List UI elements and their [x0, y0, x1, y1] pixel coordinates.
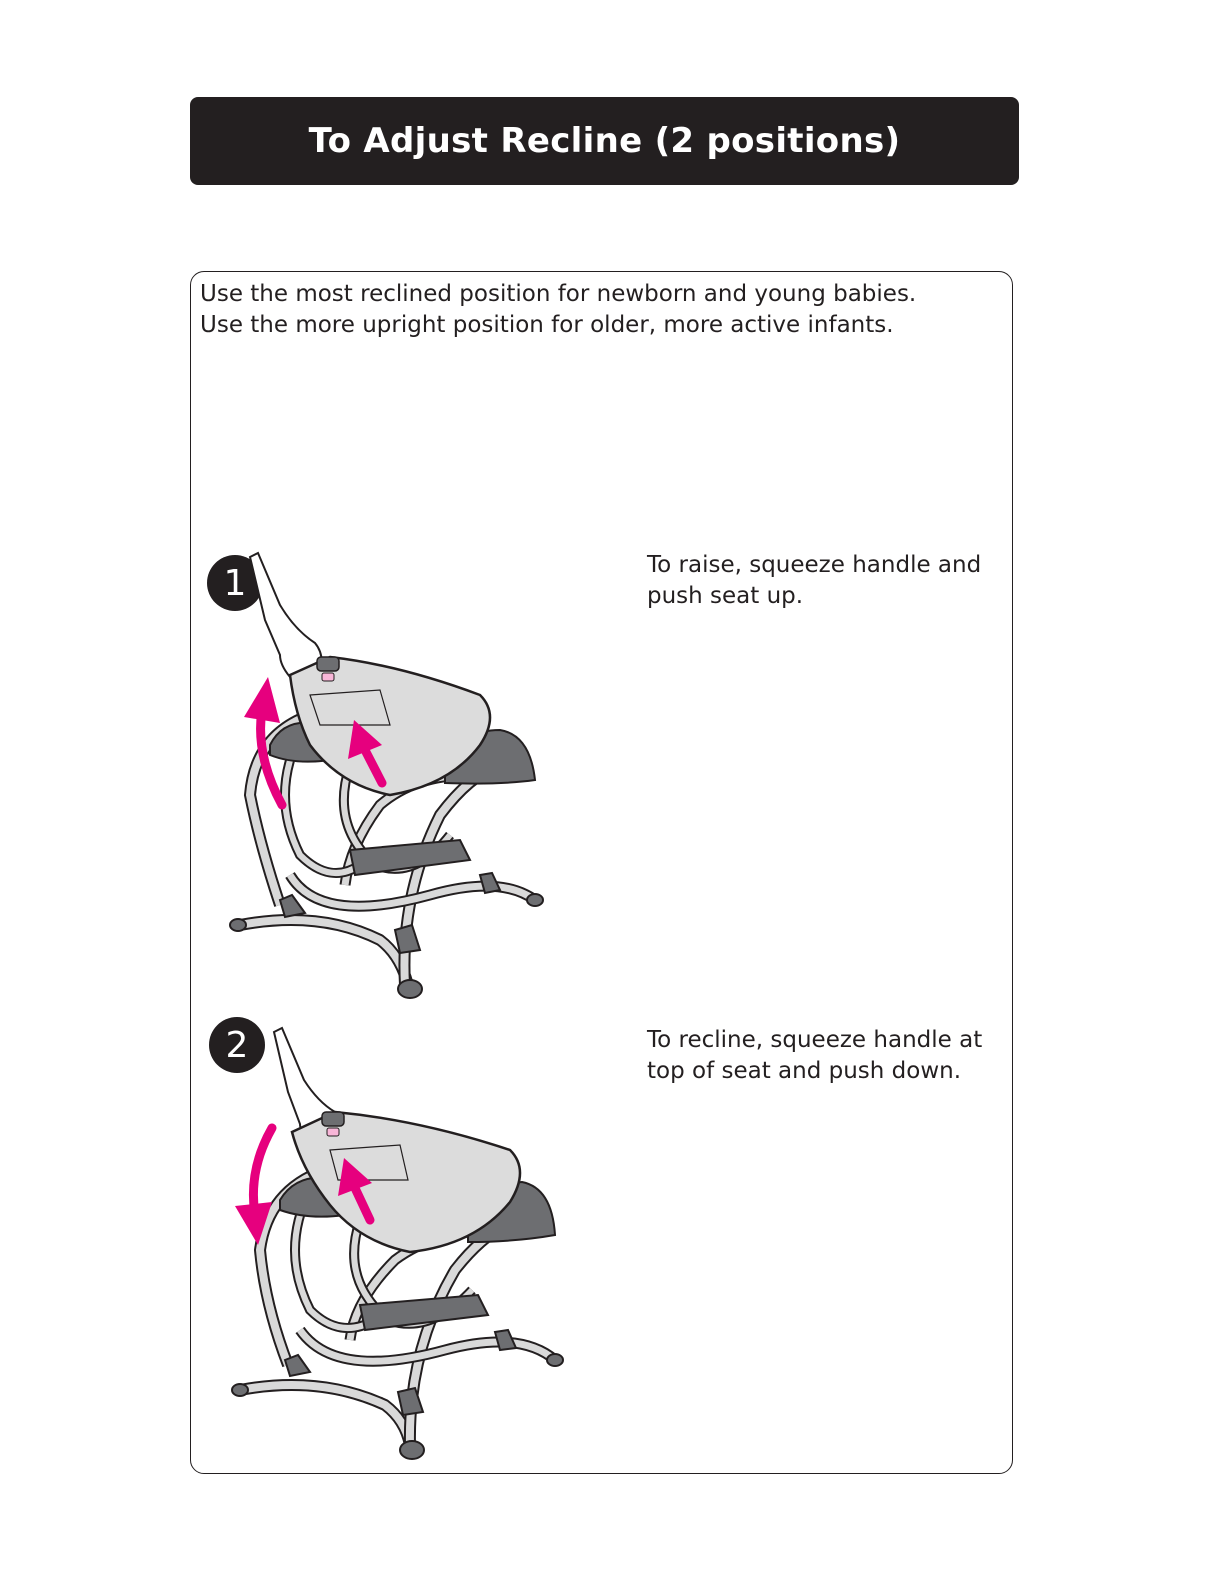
section-title-bar: [190, 97, 1019, 185]
section-title: To Adjust Recline (2 positions): [308, 121, 901, 161]
step-1-line-2: push seat up.: [647, 583, 804, 609]
step-2-illustration-recline-seat: [210, 1020, 570, 1475]
intro-line-1: Use the most reclined position for newborn and young babies.: [200, 281, 917, 307]
intro-text: [200, 279, 916, 341]
step-1-illustration-raise-seat: [200, 545, 560, 1005]
step-1-line-1: To raise, squeeze handle and: [647, 552, 982, 578]
step-2-badge: 2: [209, 1017, 265, 1073]
step-2-line-2: top of seat and push down.: [647, 1058, 962, 1084]
step-2-text: [647, 1025, 997, 1087]
intro-line-2: Use the more upright position for older, more active infants.: [200, 312, 894, 338]
step-1-text: [647, 550, 997, 612]
step-1-badge: 1: [207, 555, 263, 611]
step-2-line-1: To recline, squeeze handle at: [647, 1027, 983, 1053]
